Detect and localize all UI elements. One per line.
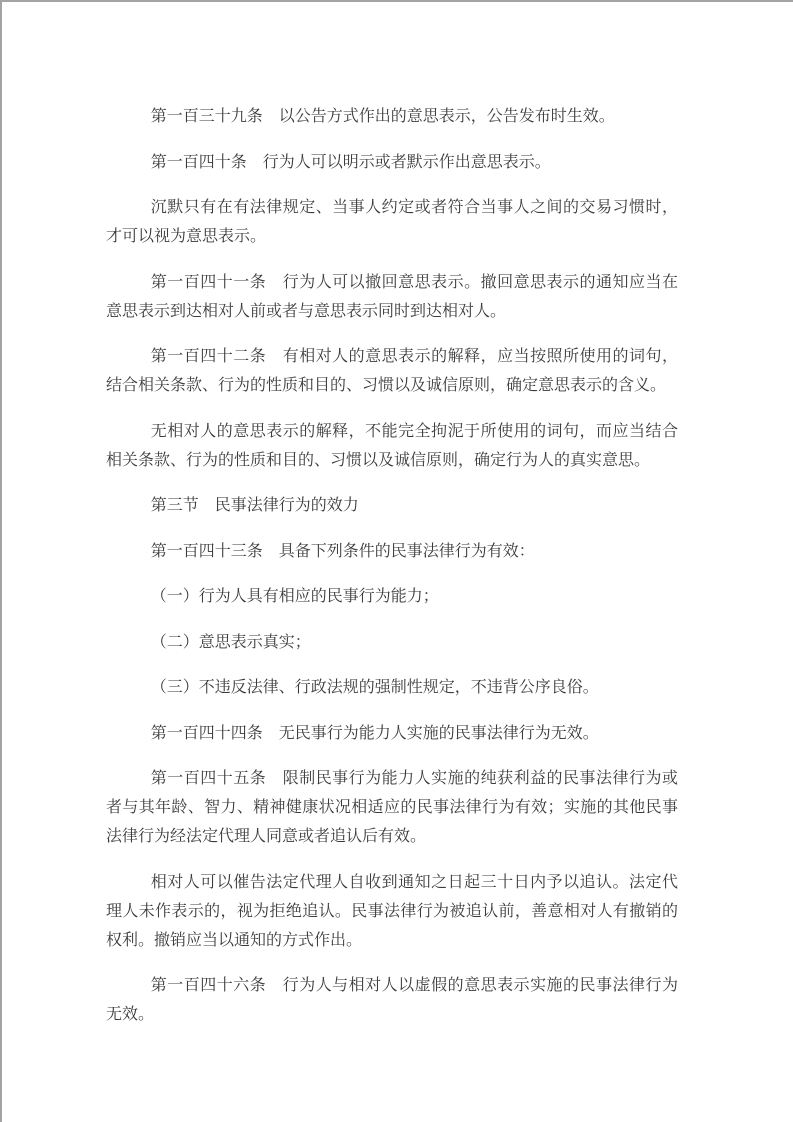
article-143-item-3: （三）不违反法律、行政法规的强制性规定，不违背公序良俗。 xyxy=(150,679,599,696)
article-140-paragraph-2: 沉默只有在有法律规定、当事人约定或者符合当事人之间的交易习惯时，才可以视为意思表示。 xyxy=(106,199,678,245)
article-143-item-2: （二）意思表示真实； xyxy=(150,633,311,651)
article-139: 第一百三十九条 以公告方式作出的意思表示，公告发布时生效。 xyxy=(150,108,615,125)
article-145: 第一百四十五条 限制民事行为能力人实施的纯获利益的民事法律行为或者与其年龄、智力、精神健康状况相适应的民事法律行为有效；实施的其他民事法律行为经法定代理人同意或者追认后有效。 xyxy=(106,770,678,845)
article-146: 第一百四十六条 行为人与相对人以虚假的意思表示实施的民事法律行为无效。 xyxy=(106,977,678,1023)
section-3-heading: 第三节 民事法律行为的效力 xyxy=(150,497,359,514)
article-142: 第一百四十二条 有相对人的意思表示的解释，应当按照所使用的词句，结合相关条款、行为的性质和目的、习惯以及诚信原则，确定意思表示的含义。 xyxy=(106,348,678,394)
article-142-paragraph-2: 无相对人的意思表示的解释，不能完全拘泥于所使用的词句，而应当结合相关条款、行为的性质和目的、习惯以及诚信原则，确定行为人的真实意思。 xyxy=(106,422,678,469)
article-143-item-1: （一）行为人具有相应的民事行为能力； xyxy=(150,588,439,605)
article-145-paragraph-2: 相对人可以催告法定代理人自收到通知之日起三十日内予以追认。法定代理人未作表示的，视为拒绝追认。民事法律行为被追认前，善意相对人有撤销的权利。撤销应当以通知的方式作出。 xyxy=(106,873,678,949)
document-text-block xyxy=(106,102,678,1046)
article-143: 第一百四十三条 具备下列条件的民事法律行为有效： xyxy=(150,542,535,560)
article-140: 第一百四十条 行为人可以明示或者默示作出意思表示。 xyxy=(150,153,551,171)
article-141: 第一百四十一条 行为人可以撤回意思表示。撤回意思表示的通知应当在意思表示到达相对人前或者与意思表示同时到达相对人。 xyxy=(106,273,678,320)
article-144: 第一百四十四条 无民事行为能力人实施的民事法律行为无效。 xyxy=(150,724,599,742)
